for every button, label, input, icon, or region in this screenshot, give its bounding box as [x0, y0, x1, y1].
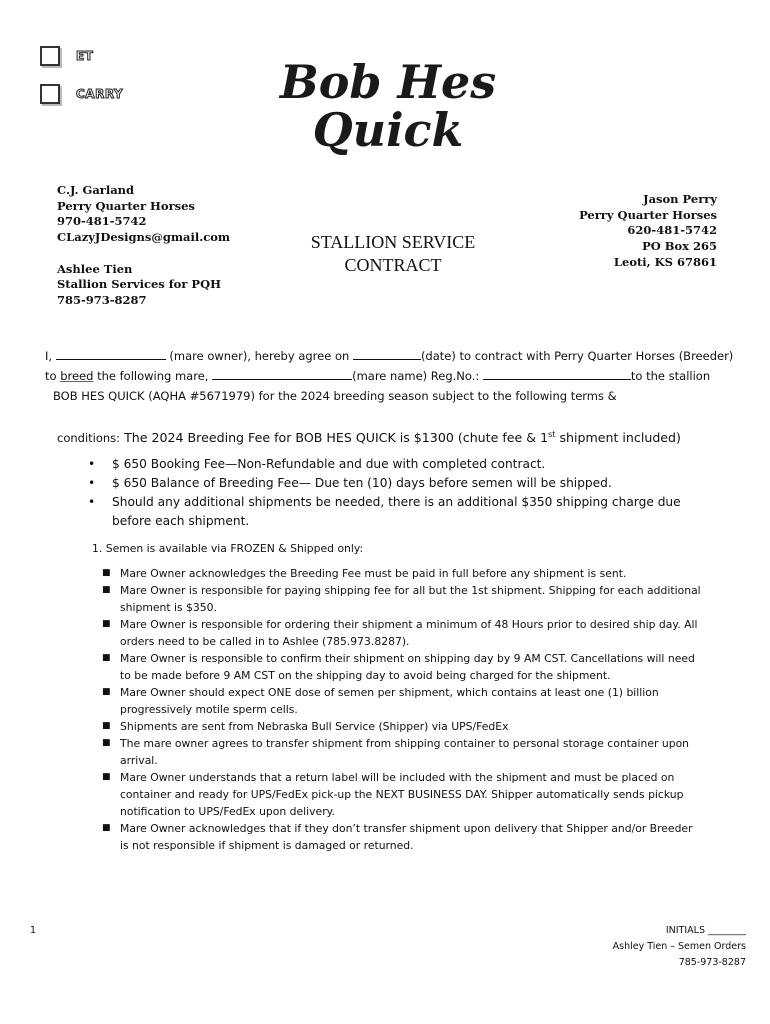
list-item: ■ Shipments are sent from Nebraska Bull Service (Shipper) via UPS/FedEx: [102, 720, 509, 733]
list-item: • Should any additional shipments be needed, there is an additional $350 shipping charge due before each shipment.: [88, 495, 681, 528]
contact-left-name-2: Ashlee Tien: [57, 261, 133, 276]
logo-line-2: Quick: [312, 103, 464, 157]
contact-left-name: C.J. Garland: [57, 183, 135, 197]
title-line-1: STALLION SERVICE: [310, 232, 476, 252]
list-item: ■ Mare Owner acknowledges that if they don’t transfer shipment upon delivery that Shipper and/or Breeder is not responsible if shipment is damaged or returned.: [102, 822, 693, 852]
footer: [613, 923, 746, 971]
list-item: ■ Mare Owner acknowledges the Breeding Fee must be paid in full before any shipment is sent.: [102, 567, 627, 580]
date-blank[interactable]: [353, 348, 421, 360]
contact-left-phone-2: 785-973-8287: [57, 292, 147, 307]
intro-line-1: I, (mare owner), hereby agree on (date) to contract with Perry Quarter Horses (Breeder): [45, 349, 734, 363]
contract-title: [290, 231, 496, 277]
mare-owner-blank[interactable]: [56, 348, 166, 360]
contact-right-phone: 620-481-5742: [627, 223, 717, 238]
stallion-logo: [270, 55, 506, 157]
contact-left-company: Perry Quarter Horses: [57, 198, 195, 213]
list-item: ■ Mare Owner should expect ONE dose of semen per shipment, which contains at least one (1) billion progressively motile sperm cells.: [102, 686, 659, 716]
carry-label: CARRY: [76, 87, 124, 101]
footer-phone: 785-973-8287: [678, 957, 746, 968]
title-line-2: CONTRACT: [344, 255, 442, 275]
list-item: ■ Mare Owner is responsible for paying shipping fee for all but the 1st shipment. Shipping for each additional shipment is $350.: [102, 584, 701, 614]
list-item: ■ Mare Owner understands that a return label will be included with the shipment and must be placed on container and ready for UPS/FedEx pick-up the NEXT BUSINESS DAY. Shipper automatically sends pickup notification to UPS/FedEx upon delivery.: [102, 771, 684, 818]
list-item: ■ The mare owner agrees to transfer shipment from shipping container to personal storage container upon arrival.: [102, 737, 690, 767]
contact-right-name: Jason Perry: [643, 192, 717, 206]
footer-contact: Ashley Tien – Semen Orders: [612, 941, 746, 952]
page-number: 1: [30, 925, 37, 936]
et-checkbox[interactable]: [40, 46, 60, 66]
contact-right-company: Perry Quarter Horses: [579, 207, 717, 222]
contact-left-email: CLazyJDesigns@gmail.com: [57, 230, 231, 245]
numbered-item-1: 1. Semen is available via FROZEN & Shipped only:: [92, 542, 364, 555]
conditions-line: conditions: The 2024 Breeding Fee for BOB HES QUICK is $1300 (chute fee & 1st shipment included): [57, 430, 681, 446]
contact-left-phone: 970-481-5742: [57, 214, 147, 229]
list-item: • $ 650 Balance of Breeding Fee— Due ten (10) days before semen will be shipped.: [88, 476, 612, 490]
initials-field[interactable]: INITIALS ________: [665, 925, 746, 936]
list-item: ■ Mare Owner is responsible for ordering their shipment a minimum of 48 Hours prior to desired ship day. All orders need to be called in to Ashlee (785.973.8287).: [102, 618, 698, 648]
contact-right: [579, 192, 717, 271]
terms-list: [102, 565, 702, 854]
reg-no-blank[interactable]: [483, 368, 631, 380]
et-option[interactable]: [40, 46, 93, 66]
contact-right-city: Leoti, KS 67861: [613, 254, 717, 269]
carry-option[interactable]: [40, 84, 123, 104]
intro-line-2: to breed the following mare, (mare name) Reg.No.: to the stallion: [45, 369, 711, 383]
intro-line-3: BOB HES QUICK (AQHA #5671979) for the 2024 breeding season subject to the following terms &: [53, 389, 617, 403]
list-item: • $ 650 Booking Fee—Non-Refundable and due with completed contract.: [88, 457, 546, 471]
logo-line-1: Bob Hes: [279, 55, 497, 109]
mare-name-blank[interactable]: [212, 368, 352, 380]
contact-left: [57, 183, 230, 309]
carry-checkbox[interactable]: [40, 84, 60, 104]
list-item: ■ Mare Owner is responsible to confirm their shipment on shipping day by 9 AM CST. Cancellations will need to be made before 9 AM CST on the shipping day to avoid being charged for the shipment.: [102, 652, 695, 682]
contact-right-pobox: PO Box 265: [642, 239, 717, 254]
contact-left-role-2: Stallion Services for PQH: [57, 277, 221, 292]
et-label: ET: [76, 49, 94, 63]
fee-list: [88, 455, 698, 531]
